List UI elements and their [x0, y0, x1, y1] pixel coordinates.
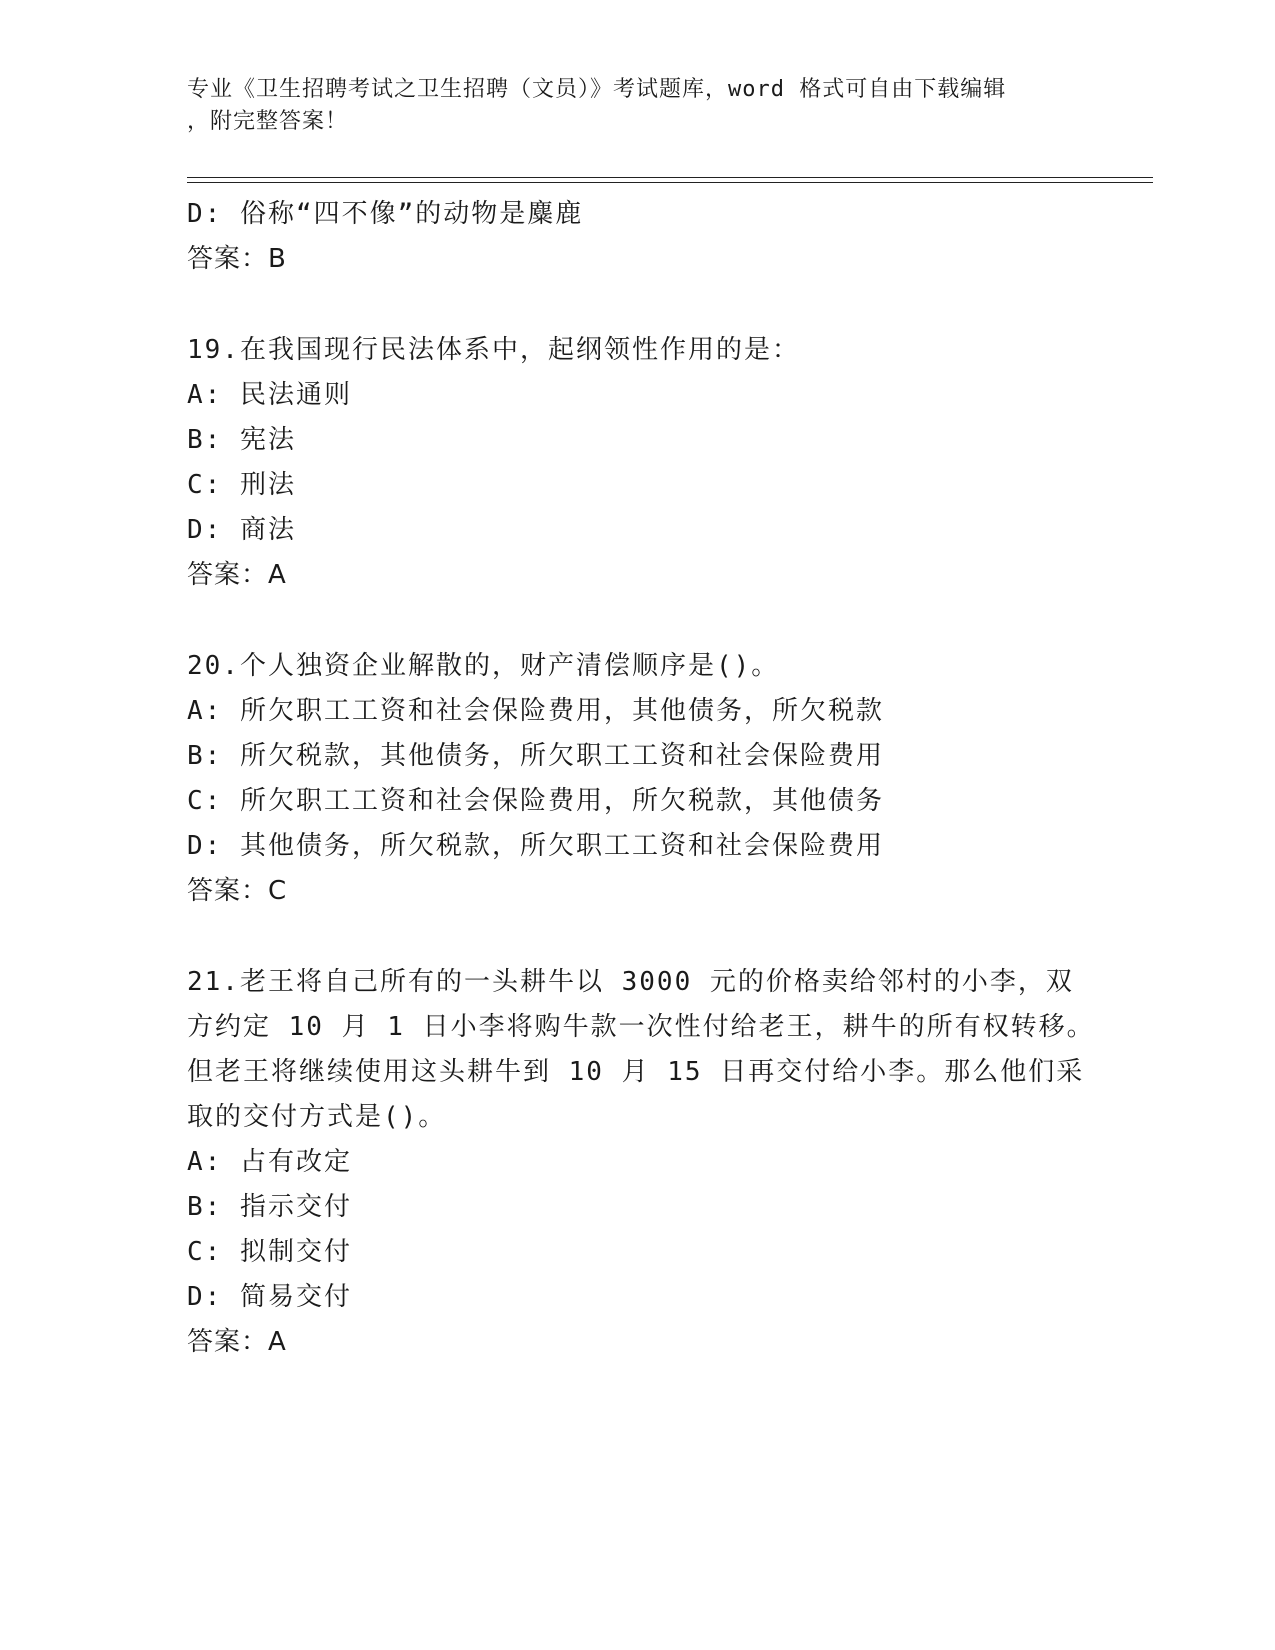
- option-b: B: 指示交付: [187, 1192, 352, 1222]
- option-c: C: 拟制交付: [187, 1237, 352, 1267]
- option-c: C: 刑法: [187, 470, 296, 500]
- question-stem-line-1: 21.老王将自己所有的一头耕牛以 3000 元的价格卖给邻村的小李，双: [187, 967, 1074, 997]
- question-stem-line-4: 取的交付方式是()。: [187, 1102, 447, 1132]
- answer-line: 答案：A: [187, 1327, 287, 1357]
- previous-question-tail: [187, 192, 1067, 282]
- header-line-2: ，附完整答案！: [187, 109, 349, 134]
- header-divider-bottom: [187, 182, 1153, 183]
- question-stem-line-3: 但老王将继续使用这头耕牛到 10 月 15 日再交付给小李。那么他们采: [187, 1057, 1085, 1087]
- question-list: [187, 192, 1095, 1365]
- question-20: [187, 644, 1067, 914]
- option-a: A: 占有改定: [187, 1147, 352, 1177]
- answer-line: 答案：C: [187, 876, 288, 906]
- question-stem: 19.在我国现行民法体系中，起纲领性作用的是：: [187, 335, 800, 365]
- document-header: [187, 74, 1067, 138]
- question-21: [187, 960, 1095, 1365]
- header-line-1: 专业《卫生招聘考试之卫生招聘（文员）》考试题库，word 格式可自由下载编辑: [187, 77, 1007, 102]
- option-d: D: 其他债务，所欠税款，所欠职工工资和社会保险费用: [187, 831, 884, 861]
- option-d: D: 简易交付: [187, 1282, 352, 1312]
- question-19: [187, 328, 1067, 598]
- answer-line: 答案：B: [187, 244, 287, 274]
- option-d: D: 商法: [187, 515, 296, 545]
- option-a: A: 所欠职工工资和社会保险费用，其他债务，所欠税款: [187, 696, 884, 726]
- question-stem-line-2: 方约定 10 月 1 日小李将购牛款一次性付给老王，耕牛的所有权转移。: [187, 1012, 1095, 1042]
- header-divider-top: [187, 177, 1153, 178]
- option-d: D: 俗称“四不像”的动物是麋鹿: [187, 199, 584, 229]
- spacer: [187, 598, 1067, 644]
- option-b: B: 所欠税款，其他债务，所欠职工工资和社会保险费用: [187, 741, 884, 771]
- option-b: B: 宪法: [187, 425, 296, 455]
- option-c: C: 所欠职工工资和社会保险费用，所欠税款，其他债务: [187, 786, 884, 816]
- answer-line: 答案：A: [187, 560, 287, 590]
- option-a: A: 民法通则: [187, 380, 352, 410]
- spacer: [187, 914, 1067, 960]
- question-stem: 20.个人独资企业解散的，财产清偿顺序是()。: [187, 651, 780, 681]
- spacer: [187, 282, 1067, 328]
